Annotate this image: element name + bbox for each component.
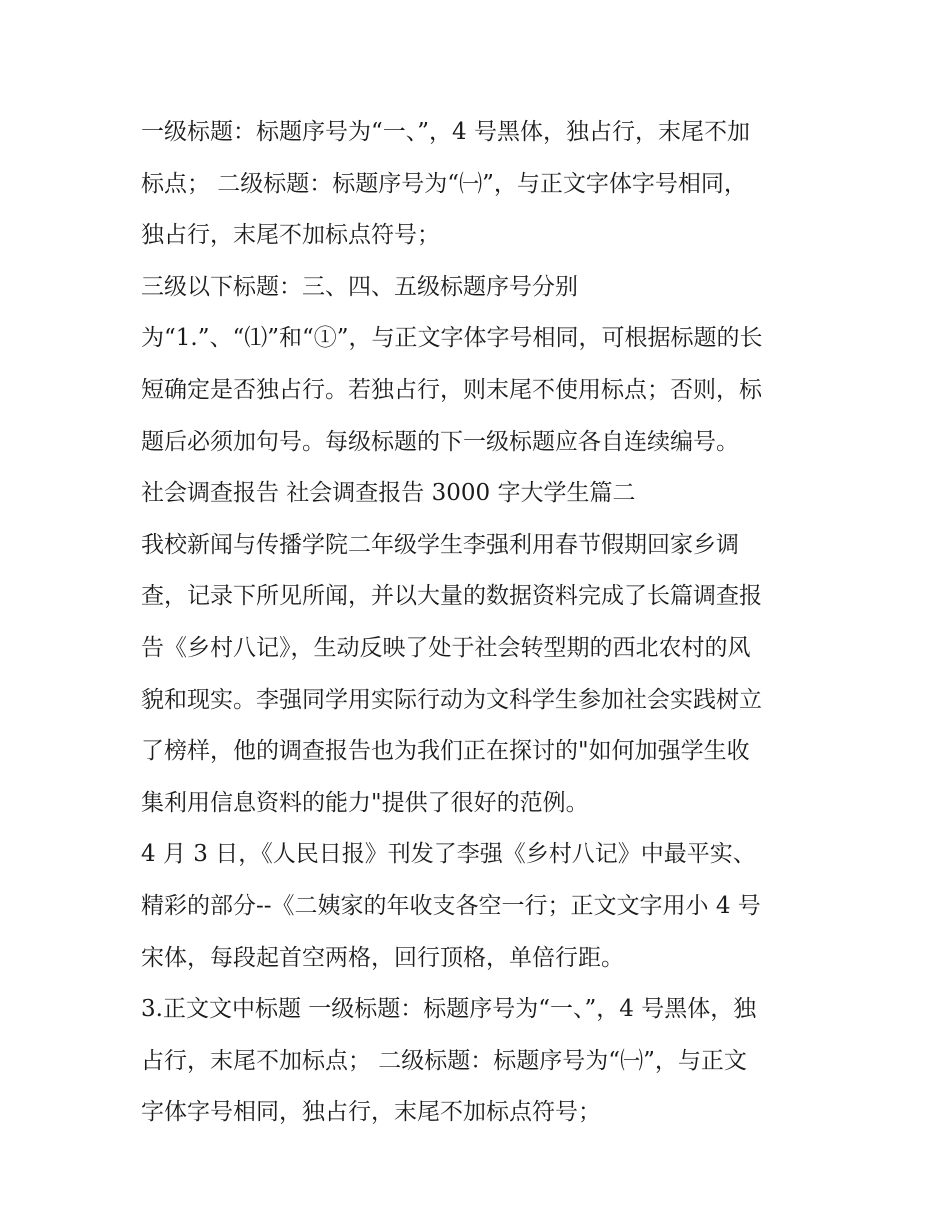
text-line: 字体字号相同，独占行，末尾不加标点符号；	[141, 1099, 601, 1126]
text-line: 我校新闻与传播学院二年级学生李强利用春节假期回家乡调	[141, 531, 739, 558]
text-line: 题后必须加句号。每级标题的下一级标题应各自连续编号。	[141, 428, 739, 455]
text-line: 貌和现实。李强同学用实际行动为文科学生参加社会实践树立	[141, 686, 762, 713]
text-line: 三级以下标题：三、四、五级标题序号分别	[141, 273, 578, 300]
text-line: 3.正文文中标题 一级标题：标题序号为“一、”，4 号黑体，独	[141, 996, 757, 1023]
text-line: 为“1.”、“⑴”和“①”，与正文字体字号相同，可根据标题的长	[141, 325, 763, 352]
text-line: 标点； 二级标题：标题序号为“㈠”，与正文字体字号相同，	[141, 170, 747, 197]
text-line: 集利用信息资料的能力"提供了很好的范例。	[141, 789, 589, 816]
text-line: 短确定是否独占行。若独占行，则末尾不使用标点；否则，标	[141, 376, 762, 403]
text-line: 4 月 3 日，《人民日报》刊发了李强《乡村八记》中最平实、	[141, 841, 756, 868]
text-line: 查，记录下所见所闻，并以大量的数据资料完成了长篇调查报	[141, 583, 762, 610]
text-line: 精彩的部分--《二姨家的年收支各空一行；正文文字用小 4 号	[141, 892, 761, 919]
section-heading: 社会调查报告 社会调查报告 3000 字大学生篇二	[141, 480, 636, 507]
text-line: 告《乡村八记》，生动反映了处于社会转型期的西北农村的风	[141, 634, 751, 661]
document-body	[141, 107, 813, 1139]
text-line: 独占行，末尾不加标点符号；	[141, 222, 440, 249]
text-line: 一级标题：标题序号为“一、”，4 号黑体，独占行，末尾不加	[141, 119, 750, 145]
text-line: 了榜样，他的调查报告也为我们正在探讨的"如何加强学生收	[141, 738, 750, 765]
text-line: 占行，末尾不加标点； 二级标题：标题序号为“㈠”，与正文	[141, 1047, 747, 1074]
text-line: 宋体，每段起首空两格，回行顶格，单倍行距。	[141, 944, 624, 971]
